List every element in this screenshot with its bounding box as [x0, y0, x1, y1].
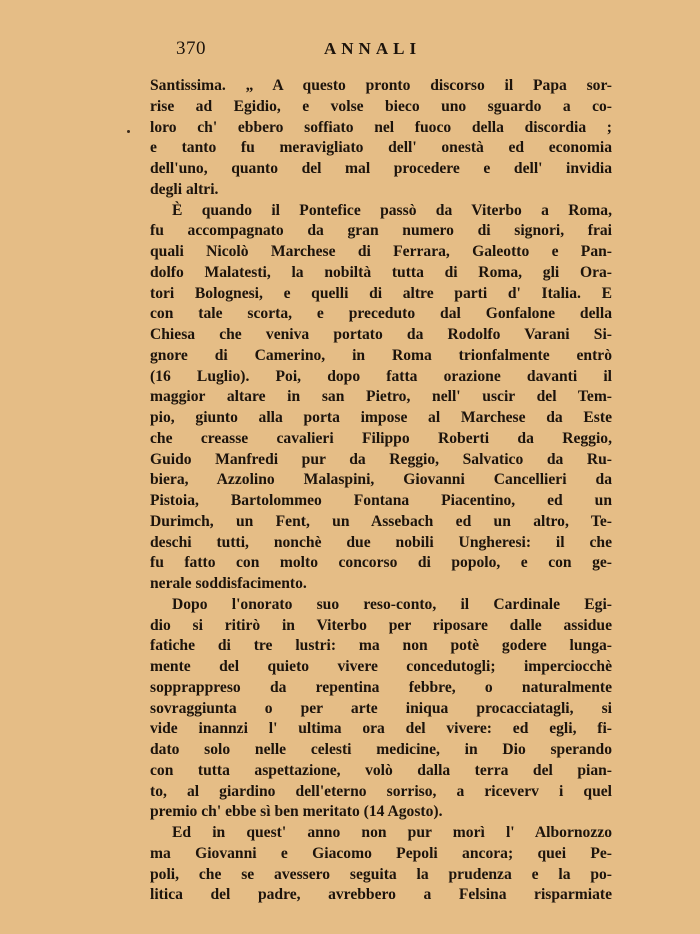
text-line: loro ch' ebbero soffiato nel fuoco della discordia ;	[150, 118, 612, 136]
text-line: (16 Luglio). Poi, dopo fatta orazione davanti il	[150, 367, 612, 385]
text-line: con tutta aspettazione, volò dalla terra del pian-	[150, 761, 612, 779]
text-line: vide inannzi l' ultima ora del vivere: ed egli, fi-	[150, 720, 612, 738]
text-line: nerale soddisfacimento.	[150, 575, 307, 592]
text-line: poli, che se avessero seguita la prudenza e la po-	[150, 865, 612, 883]
text-line: maggior altare in san Pietro, nell' uscir del Tem-	[150, 388, 612, 406]
page-header	[176, 38, 606, 64]
text-line: Dopo l'onorato suo reso-conto, il Cardinale Egi-	[172, 595, 612, 613]
text-line: mente del quieto vivere concedutogli; imperciocchè	[150, 658, 612, 675]
text-line: Pistoia, Bartolommeo Fontana Piacentino, ed un	[150, 492, 612, 509]
body-text	[150, 76, 612, 906]
text-line: quali Nicolò Marchese di Ferrara, Galeotto e Pan-	[150, 243, 612, 260]
text-line: sopprappreso da repentina febbre, o naturalmente	[150, 678, 612, 696]
text-line: fu fatto con molto concorso di popolo, e con ge-	[150, 554, 612, 572]
text-line: Durimch, un Fent, un Assebach ed un altro, Te-	[150, 512, 612, 530]
text-line: biera, Azzolino Malaspini, Giovanni Cancellieri da	[150, 471, 612, 489]
margin-mark	[127, 130, 130, 133]
text-line: dato solo nelle celesti medicine, in Dio sperando	[150, 741, 612, 758]
text-line: rise ad Egidio, e volse bieco uno sguardo a co-	[150, 97, 612, 115]
running-head: ANNALI	[324, 39, 422, 58]
text-line: È quando il Pontefice passò da Viterbo a Roma,	[172, 201, 612, 219]
text-line: fu accompagnato da gran numero di signori, frai	[150, 222, 612, 240]
text-line: to, al giardino dell'eterno sorriso, a riceverv i quel	[150, 782, 612, 800]
text-line: gnore di Camerino, in Roma trionfalmente entrò	[150, 346, 612, 364]
text-line: degli altri.	[150, 180, 219, 198]
text-line: litica del padre, avrebbero a Felsina risparmiate	[150, 886, 612, 904]
text-line: sovraggiunta o per arte iniqua procacciatagli, si	[150, 699, 612, 717]
text-line: tori Bolognesi, e quelli di altre parti d' Italia. E	[150, 284, 612, 302]
text-line: dio si ritirò in Viterbo per riposare dalle assidue	[150, 616, 612, 634]
text-line: Chiesa che veniva portato da Rodolfo Varani Si-	[150, 326, 612, 343]
text-line: deschi tutti, nonchè due nobili Ungheresi: il che	[150, 533, 612, 551]
text-line: Santissima. „ A questo pronto discorso il Papa sor-	[150, 77, 612, 94]
text-line: Guido Manfredi pur da Reggio, Salvatico da Ru-	[150, 450, 612, 468]
text-line: dell'uno, quanto del mal procedere e dell' invidia	[150, 160, 612, 177]
text-line: ma Giovanni e Giacomo Pepoli ancora; quei Pe-	[150, 844, 612, 862]
text-line: dolfo Malatesti, la nobiltà tutta di Roma, gli Ora-	[150, 263, 612, 281]
text-line: con tale scorta, e preceduto dal Gonfalone della	[150, 305, 612, 323]
text-line: Ed in quest' anno non pur morì l' Albornozzo	[172, 824, 612, 841]
text-line: e tanto fu meravigliato dell' onestà ed economia	[150, 139, 612, 157]
text-line: pio, giunto alla porta impose al Marchese da Este	[150, 409, 612, 426]
text-line: che creasse cavalieri Filippo Roberti da Reggio,	[150, 429, 612, 447]
text-line: premio ch' ebbe sì ben meritato (14 Agosto).	[150, 803, 443, 821]
page-number: 370	[176, 38, 206, 59]
text-line: fatiche di tre lustri: ma non potè godere lunga-	[150, 637, 612, 655]
